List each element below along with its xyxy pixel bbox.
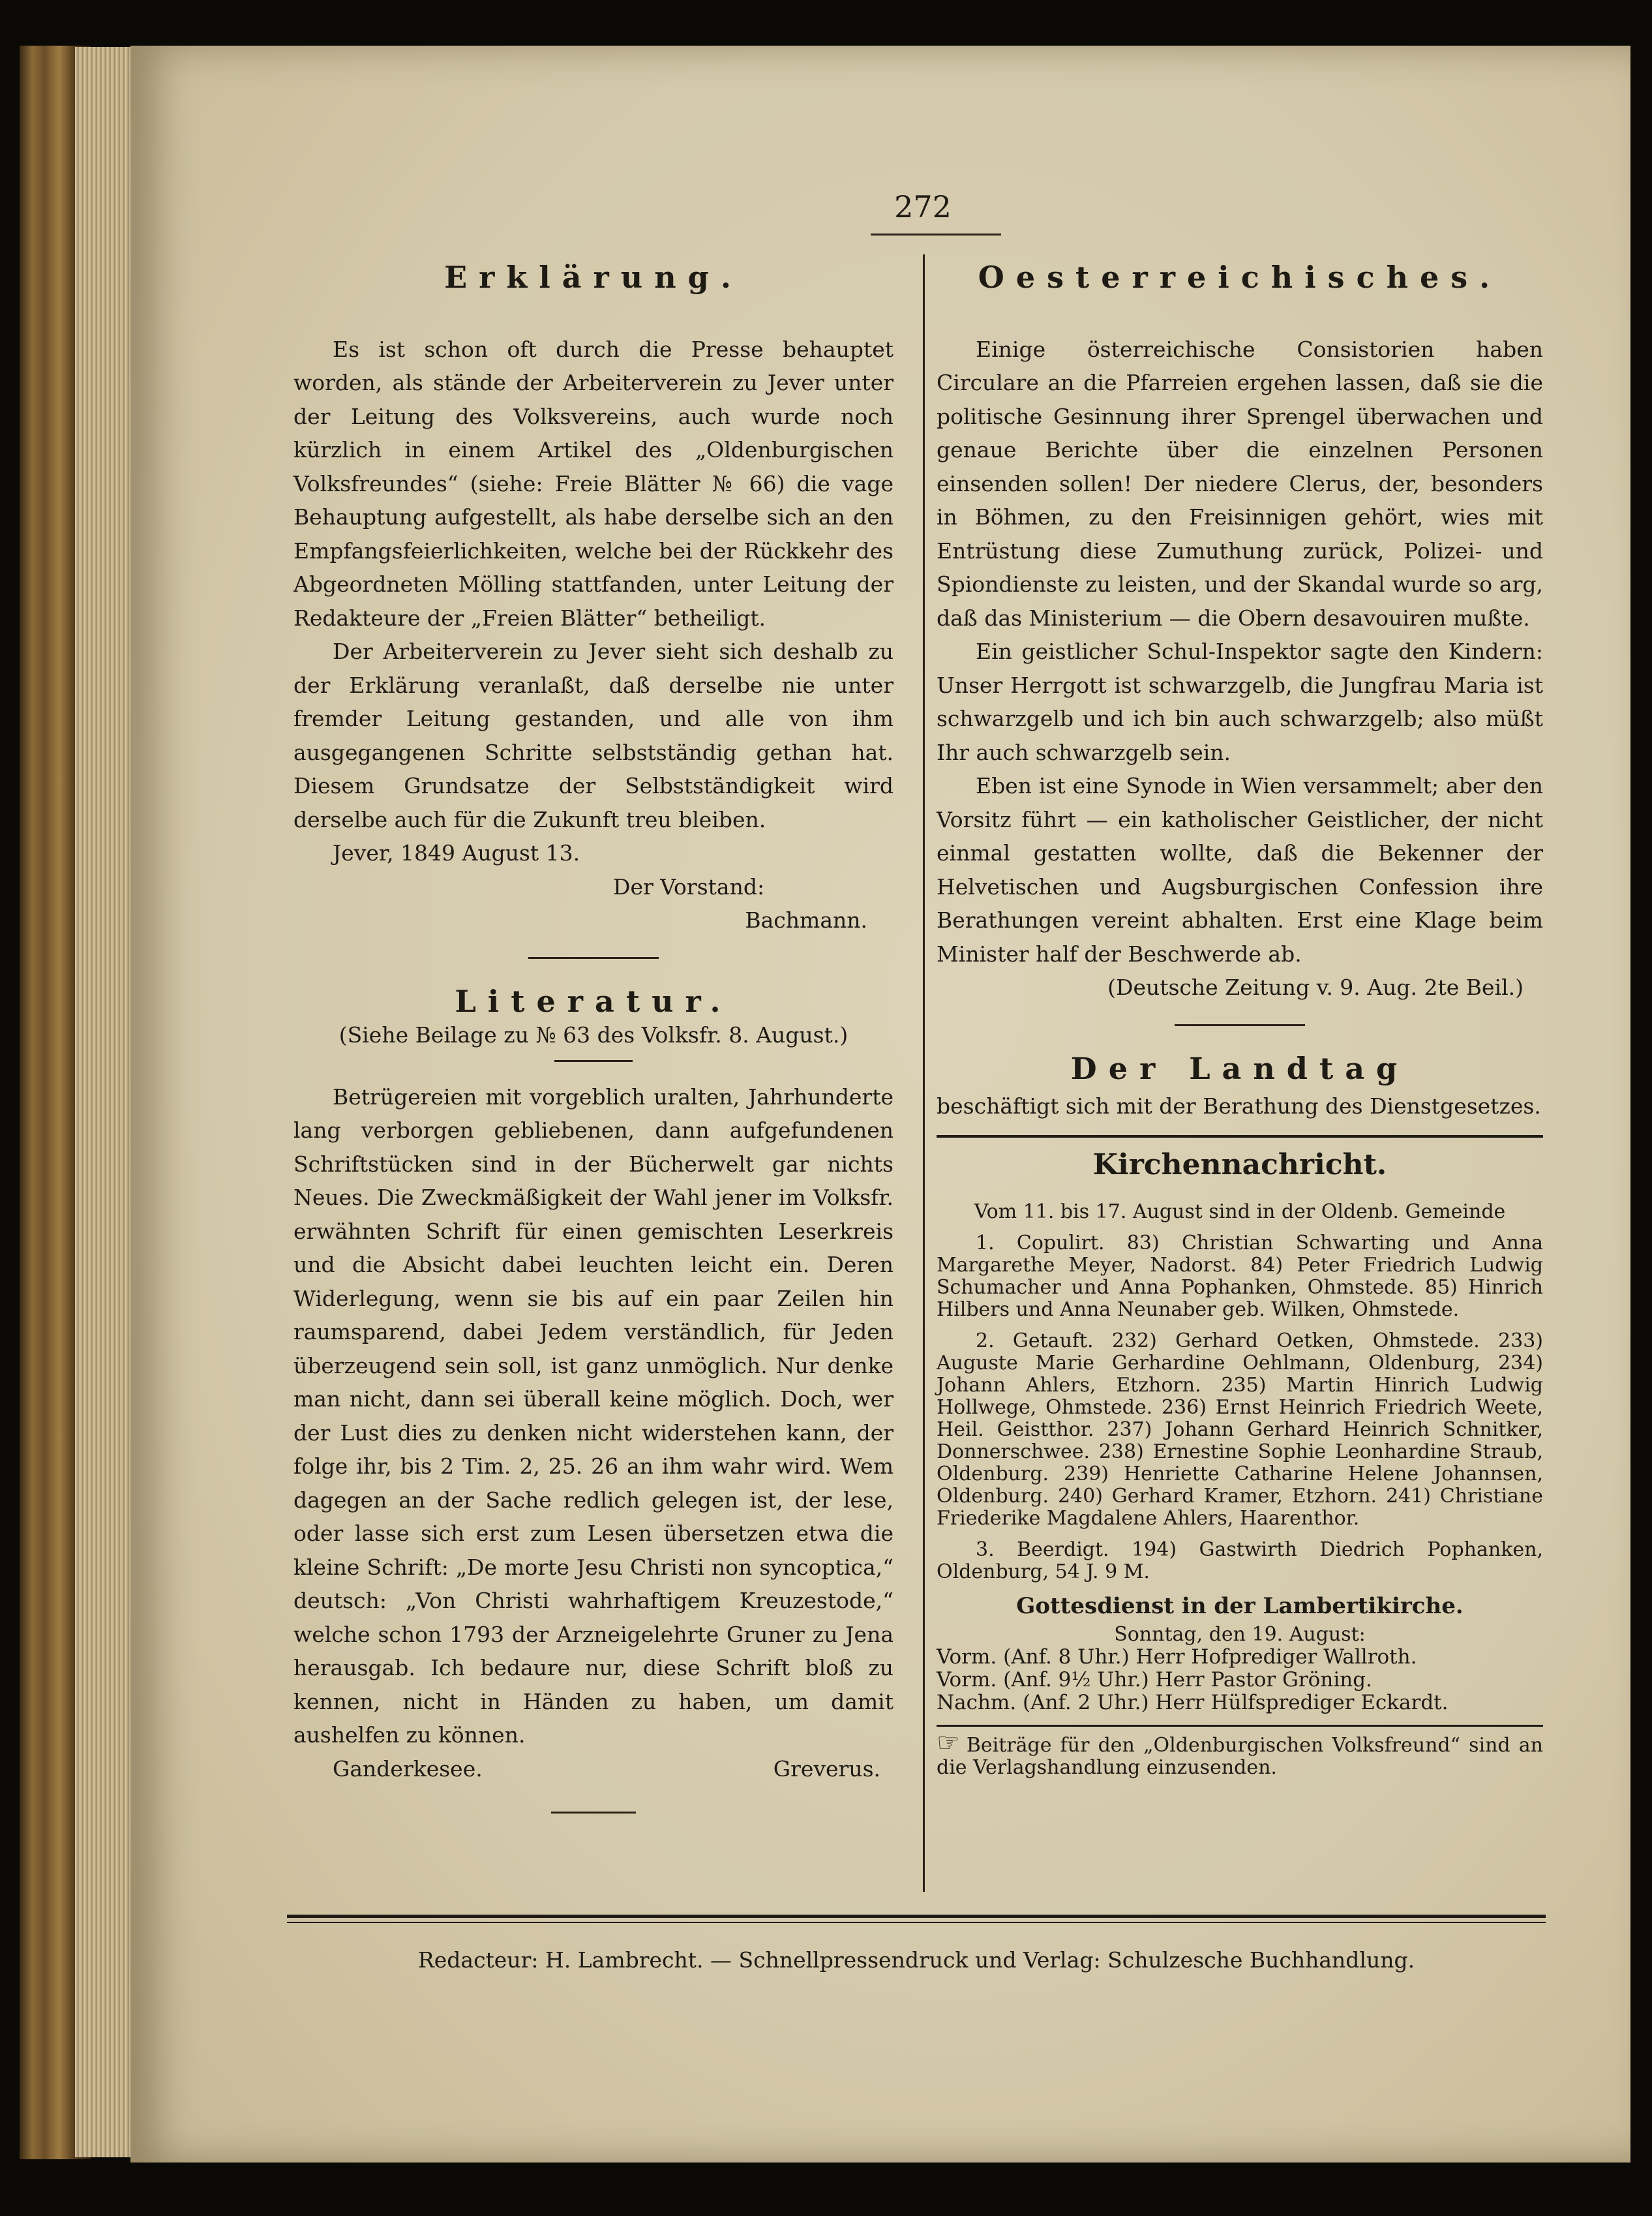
section-rule: [528, 957, 659, 959]
oesterreichisches-heading: Oesterreichisches.: [978, 260, 1502, 295]
literatur-rule: [554, 1060, 633, 1062]
erklaerung-place-date: Jever, 1849 August 13.: [333, 840, 580, 866]
footer-rule-top: [287, 1915, 1546, 1918]
left-column: [293, 254, 894, 1821]
pointing-hand-icon: ☞: [937, 1727, 960, 1758]
erklaerung-heading: Erklärung.: [444, 260, 743, 295]
literatur-subtitle: (Siehe Beilage zu № 63 des Volksfr. 8. August.): [338, 1022, 849, 1048]
kirchennachricht-getauft: 2. Getauft. 232) Gerhard Oetken, Ohmstede. 233) Auguste Marie Gerhardine Oehlmann, Oldenburg, 234) Johann Ahlers, Etzhorn. 235) Martin Hinrich Ludwig Hollwege, Ohmstede. 236) Ernst Heinrich Friedrich Weete, Heil. Geistthor. 237) Johann Gerhard Heinrich Schnitker, Donnerschwee. 238) Ernestine Sophie Leonhardine Straub, Oldenburg. 239) Henriette Catharine Helene Johannsen, Oldenburg. 240) Gerhard Kramer, Etzhorn. 241) Christiane Friederike Magdalene Ahlers, Haarenthor.: [937, 1329, 1543, 1530]
service-schedule: [937, 1646, 1543, 1714]
page-number: 272: [894, 189, 952, 224]
oesterreichisches-paragraph-3: Eben ist eine Synode in Wien versammelt; aber den Vorsitz führt — ein katholischer Geistlicher, der nicht einmal gestatten wollte, daß die Bekenner der Helvetischen und Augsburgischen Confession ihre Berathungen vereint abhalten. Erst eine Klage beim Minister half der Beschwerde ab.: [937, 773, 1543, 967]
oesterreichisches-paragraph-1: Einige österreichische Consistorien haben Circulare an die Pfarreien ergehen lassen, daß sie die politische Gesinnung ihrer Sprengel überwachen und genaue Berichte über die einzelnen Personen einsenden sollen! Der niedere Clerus, der, besonders in Böhmen, zu den Freisinnigen gehört, wies mit Entrüstung diese Zumuthung zurück, Polizei- und Spiondienste zu leisten, und der Skandal wurde so arg, daß das Ministerium — die Obern desavouiren mußte.: [937, 336, 1543, 631]
page-number-rule: [871, 234, 1001, 235]
kirchennachricht-beerdigt: 3. Beerdigt. 194) Gastwirth Diedrich Pophanken, Oldenburg, 54 J. 9 M.: [937, 1538, 1543, 1583]
literatur-signature: Greverus.: [773, 1755, 880, 1782]
kirchennachricht-copulirt: 1. Copulirt. 83) Christian Schwarting und Anna Margarethe Meyer, Nadorst. 84) Peter Friedrich Ludwig Schumacher und Anna Pophanken, Ohmstede. 85) Hinrich Hilbers und Anna Neunaber geb. Wilken, Ohmstede.: [937, 1232, 1543, 1321]
literatur-closing: [293, 1752, 894, 1786]
service-row: Nachm. (Anf. 2 Uhr.) Herr Hülfsprediger Eckardt.: [937, 1690, 1449, 1714]
kirchennachricht-body: [937, 1201, 1543, 1583]
erklaerung-signature-name: Bachmann.: [745, 907, 867, 933]
service-date: Sonntag, den 19. August:: [1114, 1622, 1366, 1646]
erklaerung-paragraph-2: Der Arbeiterverein zu Jever sieht sich deshalb zu der Erklärung veranlaßt, daß derselbe nie unter fremder Leitung gestanden, und alle von ihm ausgegangenen Schritte selbstständig gethan hat. Diesem Grundsatze der Selbstständigkeit wird derselbe auch für die Zukunft treu bleiben.: [293, 639, 894, 832]
notice: [937, 1727, 1543, 1779]
landtag-heading: Der Landtag: [1070, 1050, 1409, 1086]
service-row: Vorm. (Anf. 9½ Uhr.) Herr Pastor Gröning.: [937, 1667, 1372, 1692]
erklaerung-paragraph-1: Es ist schon oft durch die Presse behauptet worden, als stände der Arbeiterverein zu Jever unter der Leitung des Volksvereins, auch wurde noch kürzlich in einem Artikel des „Oldenburgischen Volksfreundes“ (siehe: Freie Blätter № 66) die vage Behauptung aufgestellt, als habe derselbe sich an den Empfangsfeierlichkeiten, welche bei der Rückkehr des Abgeordneten Mölling stattfanden, unter Leitung der Redakteure der „Freien Blätter“ betheiligt.: [293, 336, 894, 631]
imprint-footer: Redacteur: H. Lambrecht. — Schnellpressendruck und Verlag: Schulzesche Buchhandlung.: [417, 1947, 1415, 1973]
end-rule: [551, 1812, 636, 1814]
right-column: [937, 254, 1543, 1779]
literatur-place: Ganderkesee.: [333, 1755, 483, 1782]
literatur-heading: Literatur.: [455, 983, 732, 1019]
column-divider: [923, 254, 925, 1892]
notice-rule: [937, 1725, 1543, 1727]
section-rule: [1175, 1024, 1305, 1026]
service-row: Vorm. (Anf. 8 Uhr.) Herr Hofprediger Wallroth.: [937, 1645, 1417, 1669]
literatur-paragraph: Betrügereien mit vorgeblich uralten, Jahrhunderte lang verborgen gebliebenen, dann aufgefundenen Schriftstücken sind in der Bücherwelt gar nichts Neues. Die Zweckmäßigkeit der Wahl jener im Volksfr. erwähnten Schrift für einen gemischten Leserkreis und die Absicht dabei leuchten leicht ein. Deren Widerlegung, wenn sie bis auf ein paar Zeilen hin raumsparend, dabei Jedem verständlich, für Jeden überzeugend sein soll, ist ganz unmöglich. Nur denke man nicht, dann sei überall keine möglich. Doch, wer der Lust dies zu denken nicht widerstehen kann, der folge ihr, bis 2 Tim. 2, 25. 26 an ihm wahr wird. Wem dagegen an der Sache redlich gelegen ist, der lese, oder lasse sich erst zum Lesen übersetzen etwa die kleine Schrift: „De morte Jesu Christi non syncoptica,“ deutsch: „Von Christi wahrhaftigem Kreuzestode,“ welche schon 1793 der Arzneigelehrte Gruner zu Jena herausgab. Ich bedaure nur, diese Schrift bloß zu kennen, nicht in Händen zu haben, um damit aushelfen zu können.: [293, 1084, 894, 1748]
kirchennachricht-top-rule: [937, 1135, 1543, 1138]
notice-text: Beiträge für den „Oldenburgischen Volksfreund“ sind an die Verlagshandlung einzusenden.: [937, 1733, 1543, 1779]
footer-rule-thin: [287, 1922, 1546, 1923]
service-heading: Gottesdienst in der Lambertikirche.: [1016, 1593, 1464, 1619]
kirchennachricht-intro: Vom 11. bis 17. August sind in der Oldenb. Gemeinde: [974, 1200, 1506, 1223]
landtag-text: beschäftigt sich mit der Berathung des Dienstgesetzes.: [937, 1093, 1541, 1119]
erklaerung-signature-label: Der Vorstand:: [613, 873, 765, 900]
oesterreichisches-source: (Deutsche Zeitung v. 9. Aug. 2te Beil.): [1107, 975, 1524, 1000]
oesterreichisches-paragraph-2: Ein geistlicher Schul-Inspektor sagte den Kindern: Unser Herrgott ist schwarzgelb, die Jungfrau Maria ist schwarzgelb und ich bin auch schwarzgelb; also müßt Ihr auch schwarzgelb sein.: [937, 639, 1543, 765]
kirchennachricht-heading: Kirchennachricht.: [1092, 1147, 1387, 1181]
